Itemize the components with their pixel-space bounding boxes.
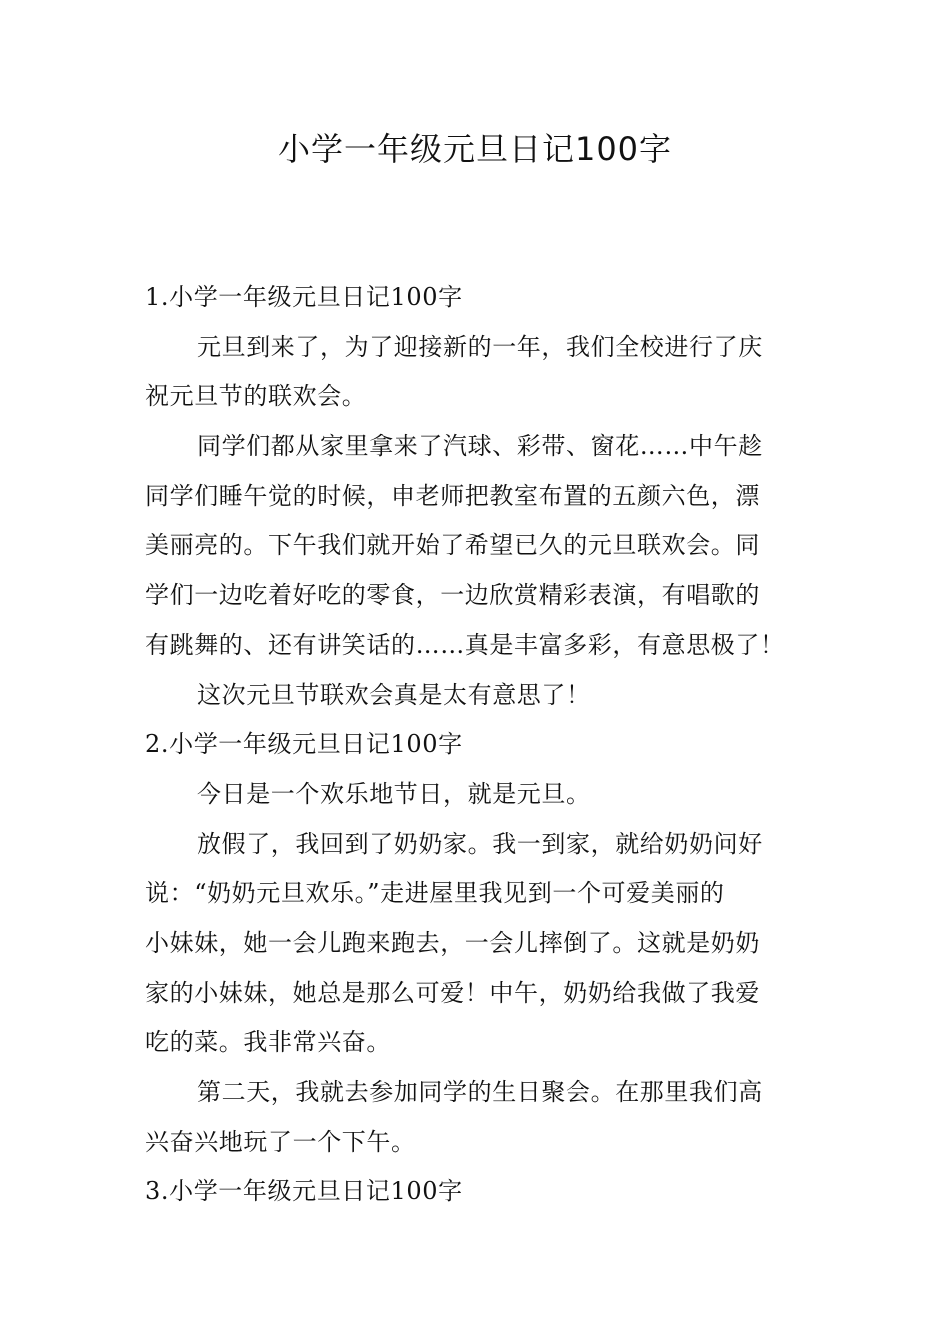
text-line: 这次元旦节联欢会真是太有意思了！	[197, 680, 591, 709]
text-line: 1.小学一年级元旦日记100字	[145, 283, 463, 311]
text-line: 美丽亮的。下午我们就开始了希望已久的元旦联欢会。同	[145, 531, 760, 560]
text-line: 同学们都从家里拿来了汽球、彩带、窗花……中午趁	[197, 432, 763, 461]
text-line: 说：“奶奶元旦欢乐。”走进屋里我见到一个可爱美丽的	[145, 879, 725, 908]
text-line: 学们一边吃着好吃的零食，一边欣赏精彩表演，有唱歌的	[145, 581, 760, 610]
text-line: 2.小学一年级元旦日记100字	[145, 730, 463, 759]
document-title: 小学一年级元旦日记100字	[277, 130, 673, 168]
text-line: 小妹妹，她一会儿跑来跑去，一会儿摔倒了。这就是奶奶	[145, 928, 760, 957]
text-line: 有跳舞的、还有讲笑话的……真是丰富多彩，有意思极了！	[145, 630, 785, 659]
text-line: 兴奋兴地玩了一个下午。	[145, 1127, 416, 1156]
document-body	[145, 273, 807, 1217]
text-line: 今日是一个欢乐地节日，就是元旦。	[197, 779, 591, 808]
text-line: 同学们睡午觉的时候，申老师把教室布置的五颜六色，漂	[145, 481, 760, 510]
text-line: 吃的菜。我非常兴奋。	[145, 1028, 391, 1057]
text-line: 3.小学一年级元旦日记100字	[145, 1177, 463, 1206]
text-line: 第二天，我就去参加同学的生日聚会。在那里我们高	[197, 1078, 763, 1106]
text-line: 祝元旦节的联欢会。	[145, 382, 367, 411]
text-line: 放假了，我回到了奶奶家。我一到家，就给奶奶问好	[197, 829, 763, 858]
text-line: 元旦到来了，为了迎接新的一年，我们全校进行了庆	[197, 332, 763, 361]
text-line: 家的小妹妹，她总是那么可爱！中午，奶奶给我做了我爱	[145, 978, 760, 1007]
